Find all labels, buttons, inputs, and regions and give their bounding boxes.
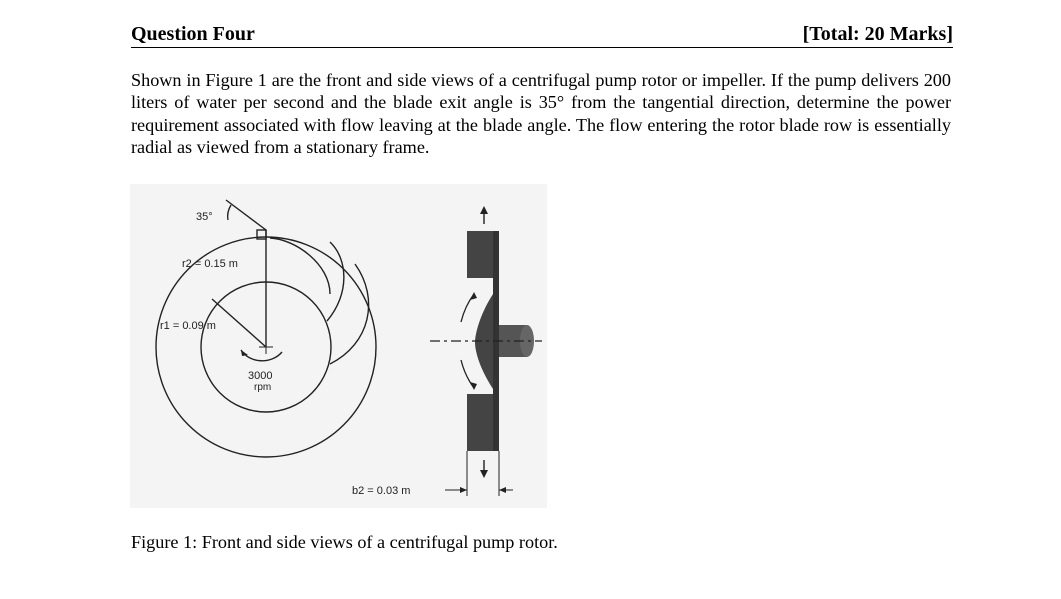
inflow-arrowhead-lower: [470, 382, 477, 390]
r1-radius-line: [212, 299, 266, 347]
pump-rotor-figure: [130, 184, 547, 508]
question-header: [131, 21, 953, 48]
pump-rotor-diagram: [130, 184, 547, 508]
outflow-arrowhead-bottom: [480, 470, 488, 478]
blade-tangent-line: [226, 200, 266, 230]
r1-label: r1 = 0.09 m: [160, 320, 216, 332]
speed-value: 3000: [248, 370, 273, 382]
inflow-arrowhead-upper: [470, 292, 477, 300]
blade-curve-1: [270, 238, 330, 294]
r2-label: r2 = 0.15 m: [182, 258, 238, 270]
question-marks: [Total: 20 Marks]: [802, 23, 953, 45]
b2-arrowhead-left: [460, 487, 467, 493]
rotation-arrowhead: [241, 350, 248, 356]
figure-caption: Figure 1: Front and side views of a centrifugal pump rotor.: [131, 532, 558, 552]
angle-label: 35°: [196, 211, 213, 223]
blade-curve-2: [327, 242, 344, 321]
blade-curve-3: [330, 264, 369, 364]
outflow-arrowhead-top: [480, 206, 488, 214]
speed-unit: rpm: [254, 382, 272, 393]
problem-statement: Shown in Figure 1 are the front and side views of a centrifugal pump rotor or impeller. If the pump delivers 200 liters of water per second and the blade exit angle is 35° from the tangential direction, determine the power requirement associated with flow leaving at the blade angle. The flow entering the rotor blade row is essentially radial as viewed from a stationary frame.: [131, 70, 951, 157]
b2-label: b2 = 0.03 m: [352, 485, 411, 497]
angle-arc: [228, 205, 231, 220]
rotation-arrow: [241, 350, 282, 361]
b2-arrowhead-right: [499, 487, 506, 493]
side-view: [430, 206, 542, 496]
question-title: Question Four: [131, 23, 255, 45]
